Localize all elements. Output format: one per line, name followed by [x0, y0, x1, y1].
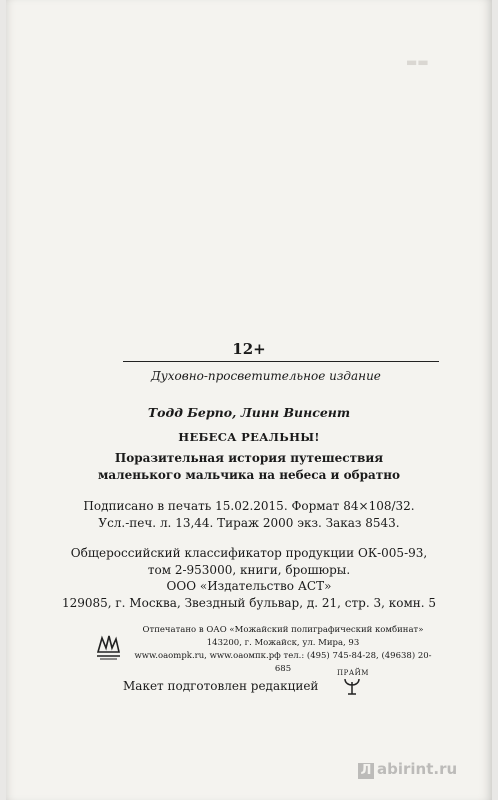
printer-info: [128, 624, 438, 676]
book-page: [6, 0, 492, 800]
classifier-line: Общероссийский классификатор продукции ОК-005-93,: [70, 546, 428, 560]
printer-line: Отпечатано в ОАО «Можайский полиграфический комбинат»: [142, 625, 424, 635]
printer-line: www.oaompk.ru, www.оаомпк.рф тел.: (495) 745-84-28, (49638) 20-685: [134, 651, 432, 674]
authors: Тодд Берпо, Линн Винсент: [147, 405, 351, 420]
print-info: [6, 498, 492, 532]
print-info-line: Усл.-печ. л. 13,44. Тираж 2000 экз. Заказ 8543.: [98, 516, 400, 530]
print-info-line: Подписано в печать 15.02.2015. Формат 84×108/32.: [83, 499, 415, 513]
prime-logo: [337, 669, 367, 699]
prime-logo-label: ПРАЙМ: [337, 669, 369, 677]
printer-logo-icon: [94, 630, 122, 660]
printer-line: 143200, г. Можайск, ул. Мира, 93: [206, 638, 360, 648]
book-title: НЕБЕСА РЕАЛЬНЫ!: [178, 430, 320, 444]
watermark-text: abirint.ru: [377, 760, 458, 778]
classifier-info: [6, 545, 492, 579]
age-rating: 12+: [232, 340, 266, 358]
watermark: [358, 760, 457, 779]
book-subtitle: [6, 450, 492, 484]
genre-label: Духовно-просветительное издание: [151, 369, 381, 383]
publisher-line: ООО «Издательство АСТ»: [166, 579, 332, 593]
classifier-line: том 2-953000, книги, брошюры.: [147, 563, 351, 577]
bleed-through-text: [426, 110, 486, 180]
publisher-info: [6, 578, 492, 612]
subtitle-line: маленького мальчика на небеса и обратно: [97, 468, 401, 482]
publisher-line: 129085, г. Москва, Звездный бульвар, д. 21, стр. 3, комн. 5: [61, 596, 437, 610]
bleed-through-text: ▬▬: [406, 55, 429, 69]
watermark-badge: Л: [358, 763, 374, 779]
divider: [123, 361, 439, 362]
prime-symbol-icon: [342, 677, 362, 695]
subtitle-line: Поразительная история путешествия: [114, 451, 384, 465]
layout-note: Макет подготовлен редакцией: [123, 679, 319, 693]
